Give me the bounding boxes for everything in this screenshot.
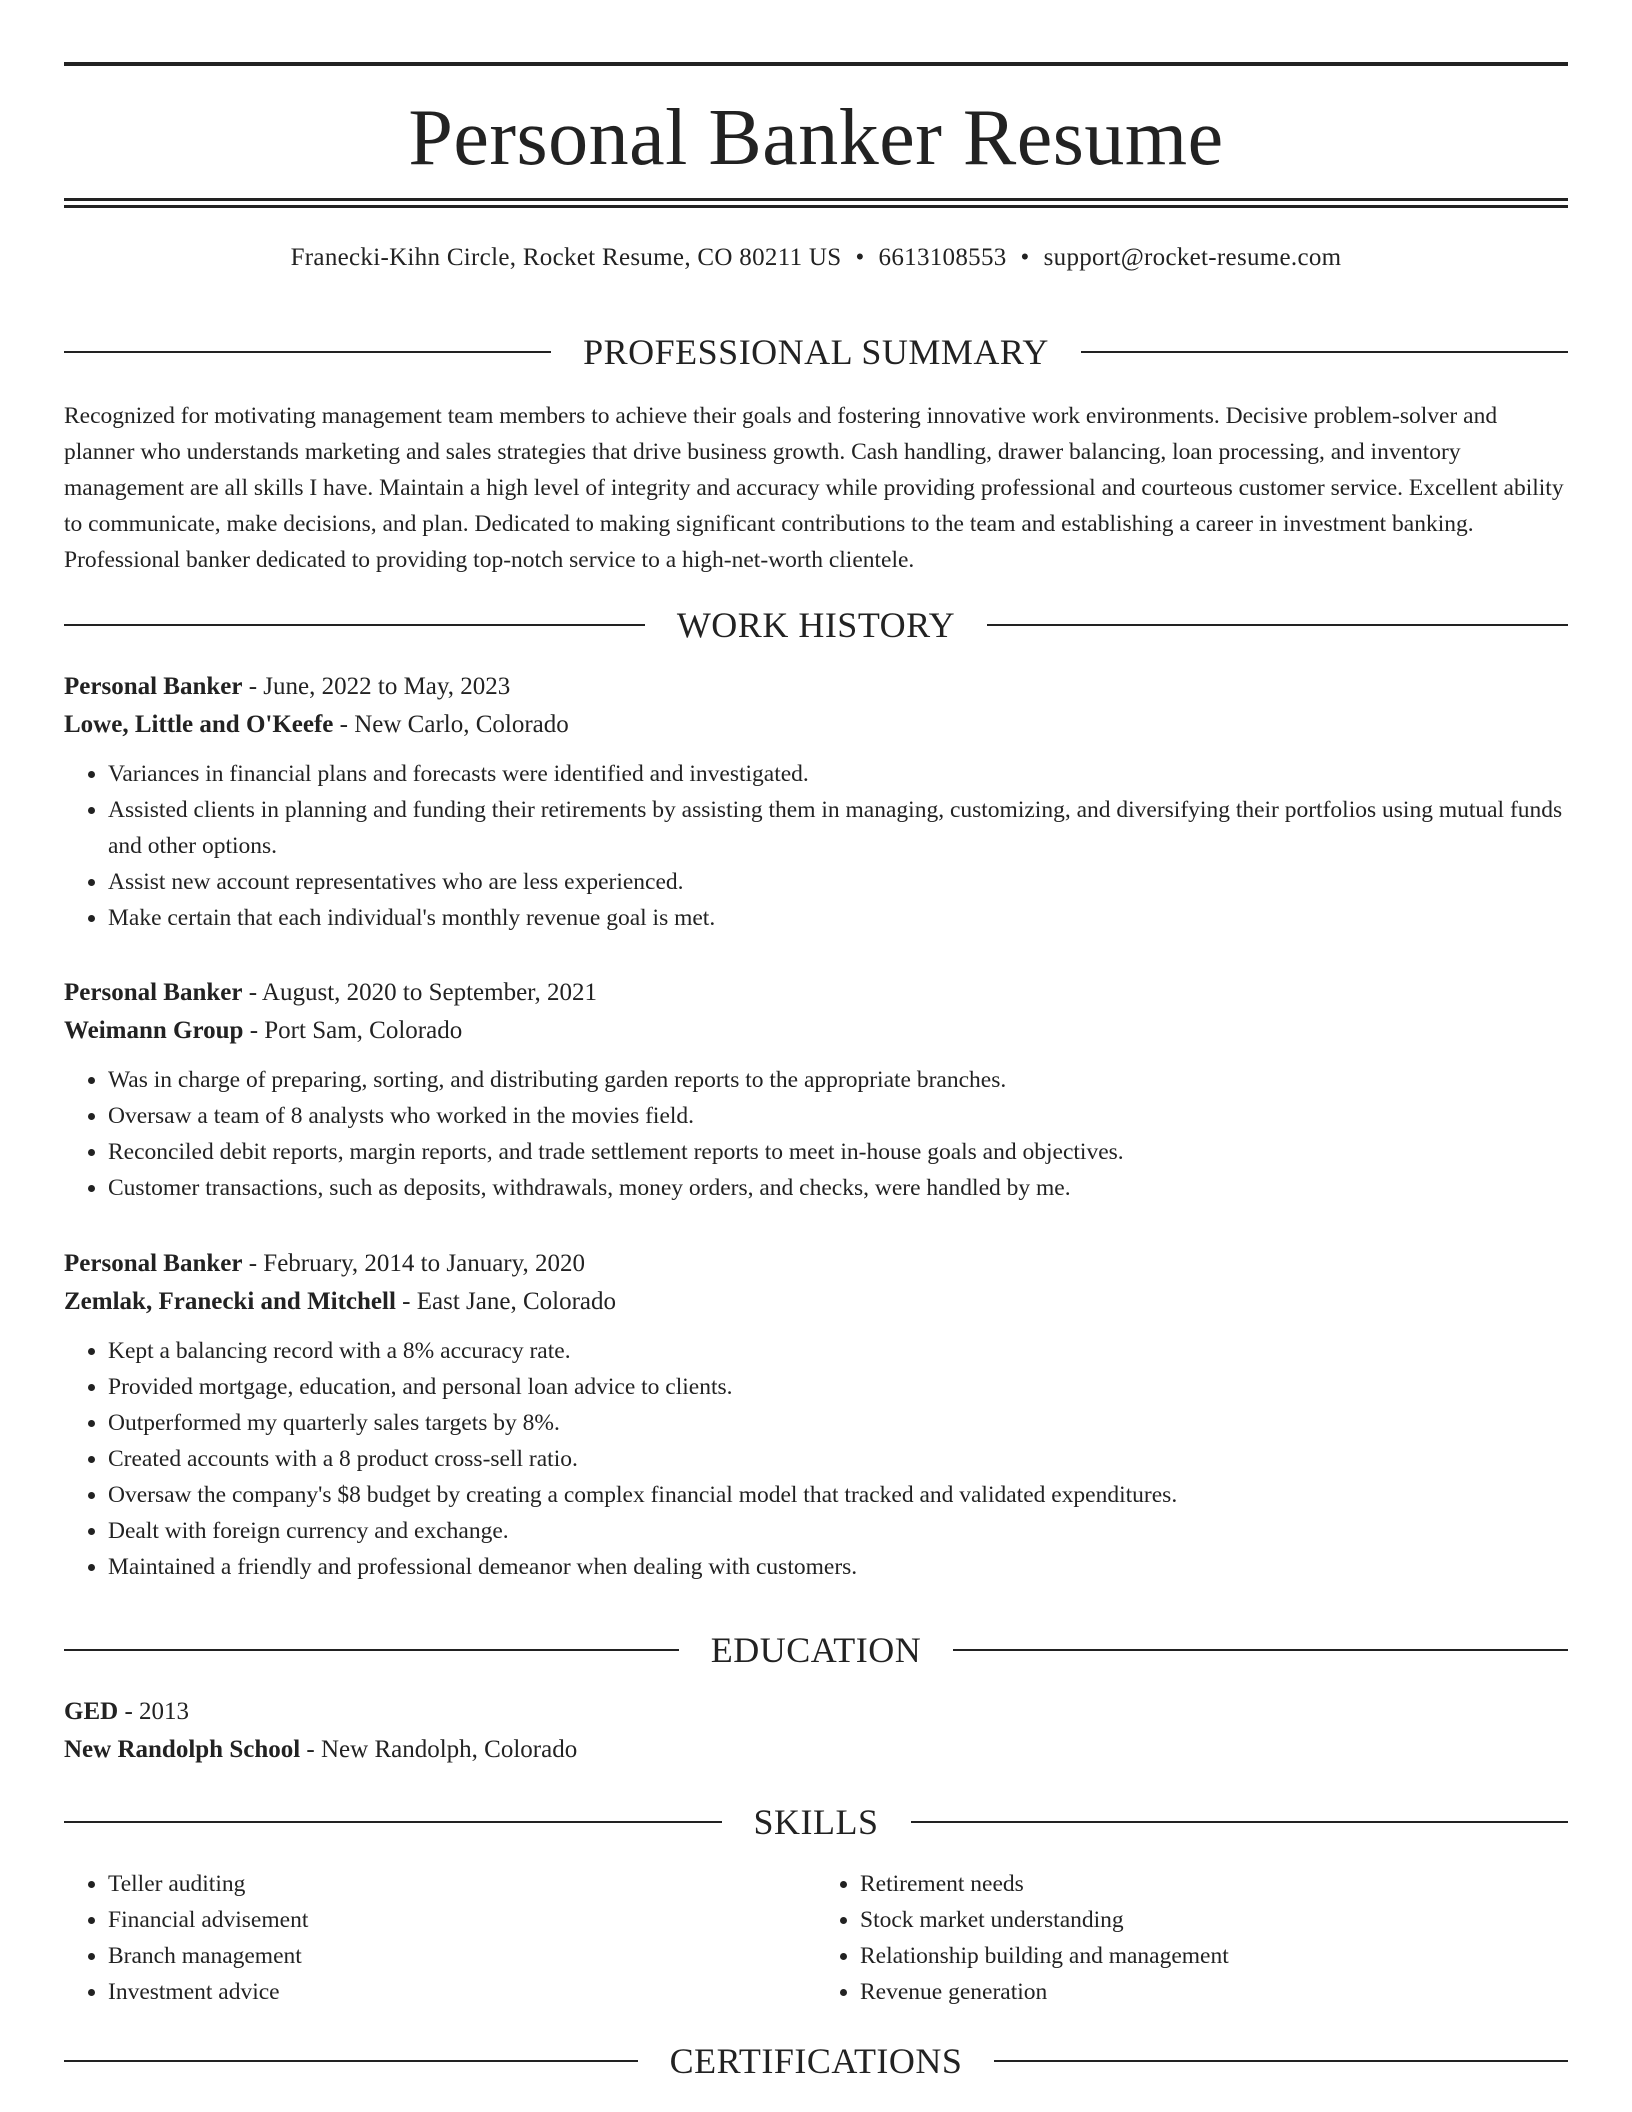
education-entry [64,1693,1568,1769]
heading-rule [64,2060,638,2062]
summary-text: Recognized for motivating management team members to achieve their goals and fostering innovative work environments. Decisive problem-solver and planner who understands marketing and sales strategies that drive business growth. Cash handling, drawer balancing, loan processing, and inventory management are all skills I have. Maintain a high level of integrity and accuracy while providing professional and courteous customer service. Excellent ability to communicate, make decisions, and plan. Dedicated to making significant contributions to the team and establishing a career in investment banking. Professional banker dedicated to providing top-notch service to a high-net-worth clientele. [64,403,1564,573]
job-title-line [64,668,1568,706]
job-company-line [64,1012,1568,1050]
education-school-line [64,1731,1568,1769]
section-heading-education [64,1630,1568,1670]
job-bullet: • Make certain that each individual's monthly revenue goal is met. [108,900,1568,936]
heading-rule [994,2060,1568,2062]
job-bullet: • Created accounts with a 8 product cross-sell ratio. [108,1441,1568,1477]
job-bullet: • Oversaw the company's $8 budget by creating a complex financial model that tracked and validated expenditures. [108,1477,1568,1513]
contact-separator: • [1020,244,1030,271]
education-school: New Randolph School [64,1736,301,1763]
section-title: WORK HISTORY [676,605,956,645]
heading-rule [953,1649,1568,1651]
resume-header [64,62,1568,272]
job-bullet: • Reconciled debit reports, margin reports, and trade settlement reports to meet in-house goals and objectives. [108,1134,1568,1170]
heading-rule [1081,351,1568,353]
contact-line [64,244,1568,272]
job-bullet: • Maintained a friendly and professional demeanor when dealing with customers. [108,1549,1568,1585]
job-company: Weimann Group [64,1017,244,1044]
job-dates: - August, 2020 to September, 2021 [242,979,597,1006]
job-location: - New Carlo, Colorado [333,711,569,738]
heading-rule [64,1649,679,1651]
job-bullet: • Was in charge of preparing, sorting, and distributing garden reports to the appropriate branches. [108,1062,1568,1098]
job-bullet: • Dealt with foreign currency and exchange. [108,1513,1568,1549]
job-title-line [64,974,1568,1012]
job-entry [64,668,1568,936]
job-bullets [64,1333,1568,1585]
section-heading-certifications [64,2041,1568,2081]
skill-item: • Retirement needs [860,1866,1568,1902]
job-dates: - February, 2014 to January, 2020 [242,1250,585,1277]
heading-rule [64,351,551,353]
job-bullet: • Kept a balancing record with a 8% accuracy rate. [108,1333,1568,1369]
section-heading-skills [64,1802,1568,1842]
contact-phone: 6613108553 [878,244,1007,271]
skill-item: • Teller auditing [108,1866,816,1902]
skill-item: • Revenue generation [860,1974,1568,2010]
job-company-line [64,1283,1568,1321]
skill-item: • Stock market understanding [860,1902,1568,1938]
job-bullet: • Variances in financial plans and forecasts were identified and investigated. [108,756,1568,792]
job-bullet: • Customer transactions, such as deposits, withdrawals, money orders, and checks, were handled by me. [108,1170,1568,1206]
contact-separator: • [855,244,865,271]
skills-column-right [816,1866,1568,2010]
job-location: - East Jane, Colorado [395,1288,617,1315]
heading-rule [64,624,645,626]
section-title: CERTIFICATIONS [669,2041,963,2081]
page-title: Personal Banker Resume [408,94,1224,182]
job-location: - Port Sam, Colorado [243,1017,463,1044]
skill-item: • Relationship building and management [860,1938,1568,1974]
skills-column-left [64,1866,816,2010]
job-entry [64,1245,1568,1585]
contact-address: Franecki-Kihn Circle, Rocket Resume, CO 80211 US [290,244,842,271]
section-heading-work [64,605,1568,645]
job-company: Zemlak, Franecki and Mitchell [64,1288,396,1315]
skill-item: • Branch management [108,1938,816,1974]
job-company: Lowe, Little and O'Keefe [64,711,334,738]
contact-email: support@rocket-resume.com [1043,244,1342,271]
double-rule [64,198,1568,208]
section-heading-summary [64,332,1568,372]
heading-rule [987,624,1568,626]
education-location: - New Randolph, Colorado [300,1736,578,1763]
section-title: PROFESSIONAL SUMMARY [583,332,1049,372]
job-bullet: • Outperformed my quarterly sales targets by 8%. [108,1405,1568,1441]
job-title: Personal Banker [64,1250,243,1277]
job-bullets [64,1062,1568,1206]
skill-item: • Financial advisement [108,1902,816,1938]
section-title: EDUCATION [710,1630,922,1670]
job-bullet: • Provided mortgage, education, and personal loan advice to clients. [108,1369,1568,1405]
job-bullet: • Assisted clients in planning and funding their retirements by assisting them in managing, customizing, and diversifying their portfolios using mutual funds and other options. [108,792,1568,864]
education-degree-line [64,1693,1568,1731]
job-bullet: • Assist new account representatives who are less experienced. [108,864,1568,900]
job-dates: - June, 2022 to May, 2023 [242,673,511,700]
job-entry [64,974,1568,1206]
skills-list [64,1866,1568,2010]
education-year: - 2013 [118,1698,190,1725]
education-degree: GED [64,1698,119,1725]
top-rule [64,62,1568,66]
job-bullets [64,756,1568,936]
job-title-line [64,1245,1568,1283]
job-company-line [64,706,1568,744]
job-title: Personal Banker [64,979,243,1006]
heading-rule [64,1821,722,1823]
skill-item: • Investment advice [108,1974,816,2010]
heading-rule [911,1821,1569,1823]
job-title: Personal Banker [64,673,243,700]
job-bullet: • Oversaw a team of 8 analysts who worked in the movies field. [108,1098,1568,1134]
section-title: SKILLS [753,1802,879,1842]
